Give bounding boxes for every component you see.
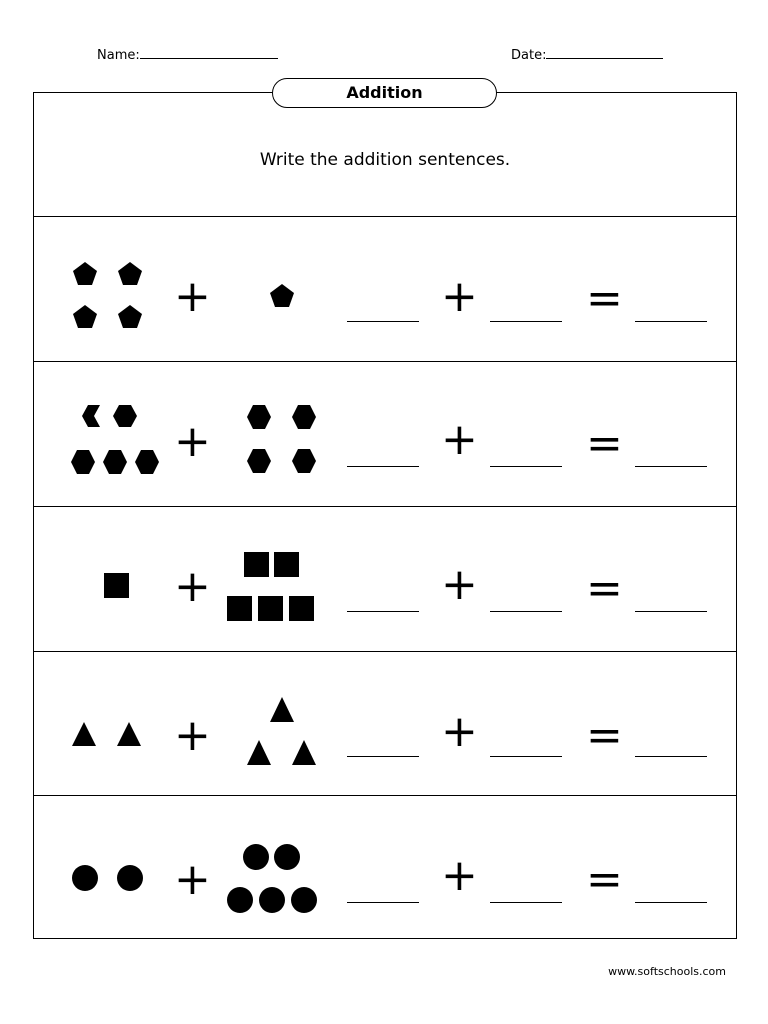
answer-blank-2[interactable]: [490, 466, 562, 467]
answer-blank-3[interactable]: [635, 756, 707, 757]
circle-shape: [117, 865, 143, 891]
plus-sign: +: [174, 710, 211, 761]
answer-blank-2[interactable]: [490, 902, 562, 903]
answer-blank-3[interactable]: [635, 466, 707, 467]
square-shape: [227, 596, 252, 621]
date-label: Date:: [511, 48, 547, 63]
pentagon-shape: [73, 262, 97, 285]
hexagon-shape: [247, 405, 271, 429]
answer-blank-1[interactable]: [347, 902, 419, 903]
square-shape: [258, 596, 283, 621]
plus-sign: +: [441, 559, 478, 610]
problem-1-left-group: [73, 262, 142, 328]
hexagon-shape: [113, 405, 137, 427]
pentagon-shape: [73, 305, 97, 328]
problem-row-4: [33, 652, 737, 796]
equals-sign: =: [586, 273, 623, 324]
circle-shape: [72, 865, 98, 891]
problem-1-right-group: [270, 284, 294, 307]
problem-5-shapes: [33, 796, 737, 940]
square-shape: [244, 552, 269, 577]
plus-sign: +: [441, 271, 478, 322]
square-shape: [274, 552, 299, 577]
triangle-shape: [270, 697, 294, 722]
plus-sign: +: [174, 271, 211, 322]
triangle-shape: [292, 740, 316, 765]
name-blank[interactable]: [140, 46, 278, 59]
problem-5-right-group: [227, 844, 317, 913]
hexagon-shape: [103, 450, 127, 474]
pentagon-shape: [270, 284, 294, 307]
plus-sign: +: [174, 561, 211, 612]
problem-4-shapes: [33, 652, 737, 796]
problem-row-3: [33, 507, 737, 651]
plus-sign: +: [174, 416, 211, 467]
triangle-shape: [117, 722, 141, 746]
equals-sign: =: [586, 418, 623, 469]
answer-blank-3[interactable]: [635, 321, 707, 322]
name-field[interactable]: [97, 46, 278, 63]
instructions: Write the addition sentences.: [259, 150, 511, 170]
answer-blank-2[interactable]: [490, 756, 562, 757]
footer-url: www.softschools.com: [608, 965, 726, 978]
hexagon-shape: [135, 450, 159, 474]
circle-shape: [227, 887, 253, 913]
problem-row-1: [33, 217, 737, 361]
square-shape: [289, 596, 314, 621]
problem-4-right-group: [247, 697, 316, 765]
answer-blank-1[interactable]: [347, 466, 419, 467]
problem-5-left-group: [72, 865, 143, 891]
circle-shape: [259, 887, 285, 913]
hexagon-shape: [247, 449, 271, 473]
square-shape: [104, 573, 129, 598]
triangle-shape: [247, 740, 271, 765]
problem-2-shapes: [33, 362, 737, 506]
problem-row-2: [33, 362, 737, 506]
triangle-shape: [72, 722, 96, 746]
problem-2-left-group: [71, 405, 159, 474]
date-field[interactable]: [511, 46, 663, 63]
pentagon-shape: [118, 305, 142, 328]
answer-blank-3[interactable]: [635, 902, 707, 903]
plus-sign: +: [441, 706, 478, 757]
answer-blank-1[interactable]: [347, 321, 419, 322]
hexagon-shape: [71, 450, 95, 474]
problem-4-left-group: [72, 722, 141, 746]
plus-sign: +: [441, 414, 478, 465]
problem-row-5: [33, 796, 737, 940]
circle-shape: [243, 844, 269, 870]
worksheet-title: Addition: [272, 78, 497, 108]
answer-blank-1[interactable]: [347, 611, 419, 612]
hexagon-shape: [82, 405, 100, 427]
problem-1-shapes: [33, 217, 737, 361]
name-label: Name:: [97, 48, 140, 63]
problem-3-left-group: [104, 573, 129, 598]
problem-3-right-group: [227, 552, 314, 621]
plus-sign: +: [441, 850, 478, 901]
answer-blank-1[interactable]: [347, 756, 419, 757]
equals-sign: =: [586, 563, 623, 614]
plus-sign: +: [174, 854, 211, 905]
date-blank[interactable]: [546, 46, 663, 59]
problem-2-right-group: [247, 405, 316, 473]
pentagon-shape: [118, 262, 142, 285]
hexagon-shape: [292, 449, 316, 473]
equals-sign: =: [586, 710, 623, 761]
answer-blank-2[interactable]: [490, 321, 562, 322]
circle-shape: [291, 887, 317, 913]
circle-shape: [274, 844, 300, 870]
answer-blank-3[interactable]: [635, 611, 707, 612]
equals-sign: =: [586, 854, 623, 905]
hexagon-shape: [292, 405, 316, 429]
answer-blank-2[interactable]: [490, 611, 562, 612]
problem-3-shapes: [33, 507, 737, 651]
